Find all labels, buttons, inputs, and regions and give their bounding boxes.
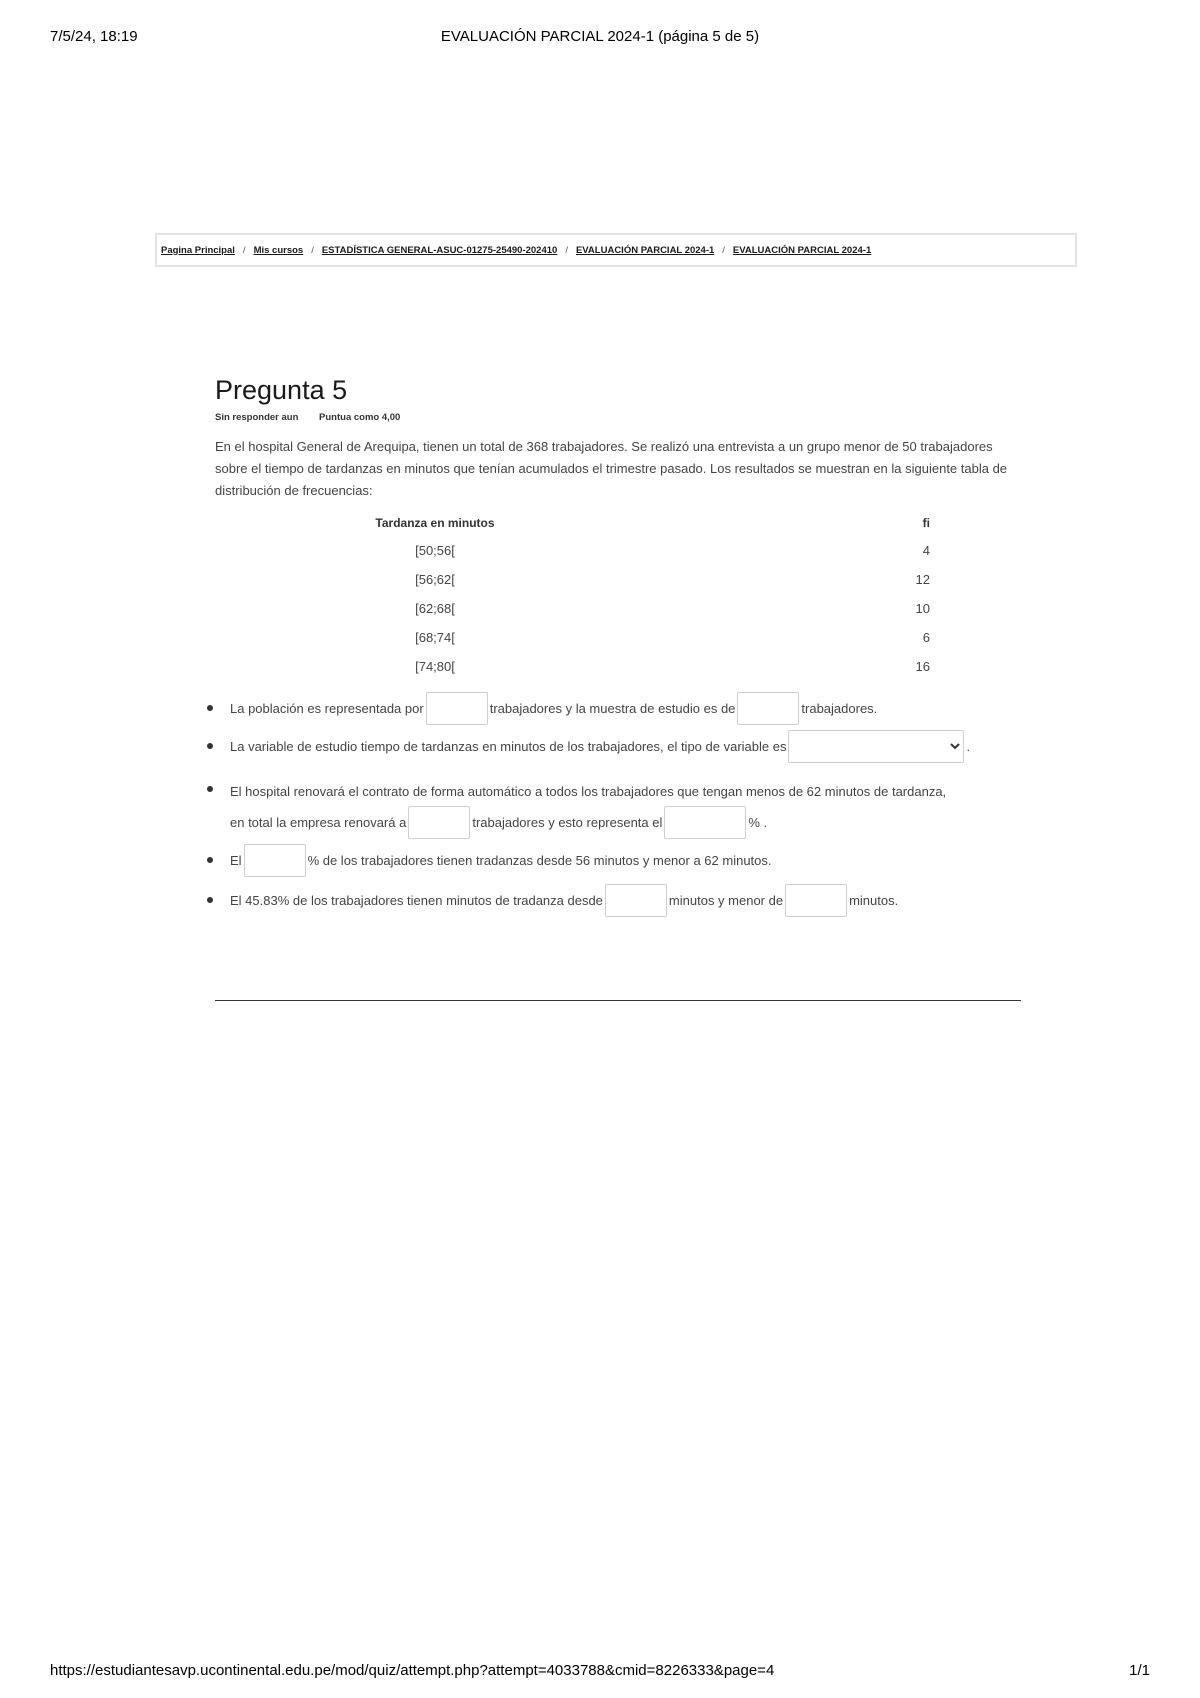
breadcrumb-separator: / <box>242 244 246 256</box>
breadcrumb-separator: / <box>311 244 314 256</box>
item-text: minutos y menor de <box>668 892 784 908</box>
item-text: trabajadores y la muestra de estudio es de <box>489 700 736 716</box>
breadcrumb-section-link[interactable]: EVALUACIÓN PARCIAL 2024-1 <box>575 244 715 256</box>
item-text: . <box>966 738 971 754</box>
print-title: EVALUACIÓN PARCIAL 2024-1 (página 5 de 5) <box>440 28 760 45</box>
list-item <box>205 777 1020 839</box>
list-item <box>205 843 1020 877</box>
breadcrumb-separator: / <box>565 244 568 256</box>
item-text: El hospital renovará el contrato de forma automático a todos los trabajadores que tengan menos de 62 minutos de tardanza, <box>230 783 947 799</box>
question-text: En el hospital General de Arequipa, tienen un total de 368 trabajadores. Se realizó una entrevista a un grupo menor de 50 trabajadores sobre el tiempo de tardanzas en minutos que tenían acumulados el trimestre pasado. Los resultados se muestran en la siguiente tabla de distribución de frecuencias: <box>215 439 1008 498</box>
item-text: minutos. <box>849 892 899 908</box>
percent-56-62-input[interactable] <box>244 844 306 877</box>
item-text: La variable de estudio tiempo de tardanzas en minutos de los trabajadores, el tipo de variable es <box>230 738 787 754</box>
variable-type-select[interactable] <box>788 730 964 763</box>
population-input[interactable] <box>426 692 488 725</box>
print-page-number: 1/1 <box>1129 1662 1150 1679</box>
breadcrumb-course-link[interactable]: ESTADÍSTICA GENERAL-ASUC-01275-25490-202410 <box>321 244 558 256</box>
table-cell-interval: [68;74[ <box>415 630 455 645</box>
frequency-table <box>370 510 950 681</box>
breadcrumb-quiz-link[interactable]: EVALUACIÓN PARCIAL 2024-1 <box>732 244 872 256</box>
table-cell-interval: [74;80[ <box>415 659 455 674</box>
table-row <box>370 652 950 681</box>
table-cell-interval: [56;62[ <box>415 572 455 587</box>
breadcrumb-separator: / <box>722 244 725 256</box>
table-header-fi: fi <box>922 516 930 530</box>
list-item <box>205 691 1020 725</box>
item-text: trabajadores y esto representa el <box>472 814 663 830</box>
breadcrumb-my-courses-link[interactable]: Mis cursos <box>253 244 304 256</box>
renewed-percent-input[interactable] <box>664 806 746 839</box>
table-cell-interval: [50;56[ <box>415 543 455 558</box>
table-header-row <box>370 510 950 536</box>
upper-bound-input[interactable] <box>785 884 847 917</box>
print-footer <box>50 1662 1150 1684</box>
print-url: https://estudiantesavp.ucontinental.edu.pe/mod/quiz/attempt.php?attempt=4033788&cmid=8226333&page=4 <box>50 1662 775 1679</box>
table-row <box>370 594 950 623</box>
list-item <box>205 883 1020 917</box>
question-block <box>215 372 1020 917</box>
table-header-interval: Tardanza en minutos <box>375 516 495 530</box>
lower-bound-input[interactable] <box>605 884 667 917</box>
breadcrumb <box>155 233 1077 267</box>
question-status: Sin responder aun <box>215 412 299 423</box>
item-text: % de los trabajadores tienen tradanzas desde 56 minutos y menor a 62 minutos. <box>307 852 772 868</box>
table-cell-fi: 10 <box>915 601 930 616</box>
question-score: Puntua como 4,00 <box>319 412 401 423</box>
breadcrumb-home-link[interactable]: Pagina Principal <box>161 244 235 256</box>
item-text: trabajadores. <box>801 700 878 716</box>
print-header <box>50 28 1150 50</box>
item-text: El <box>230 852 242 868</box>
item-text: en total la empresa renovará a <box>230 814 407 830</box>
table-row <box>370 623 950 652</box>
print-date: 7/5/24, 18:19 <box>50 28 138 45</box>
answer-items-list <box>205 691 1020 917</box>
list-item <box>205 729 1020 763</box>
table-row <box>370 565 950 594</box>
item-text: La población es representada por <box>230 700 424 716</box>
question-meta <box>215 412 1020 428</box>
renewed-workers-input[interactable] <box>408 806 470 839</box>
table-cell-interval: [62;68[ <box>415 601 455 616</box>
table-row <box>370 536 950 565</box>
table-cell-fi: 6 <box>922 630 930 645</box>
table-cell-fi: 16 <box>915 659 930 674</box>
item-text: El 45.83% de los trabajadores tienen minutos de tradanza desde <box>230 892 603 908</box>
section-divider <box>215 1000 1021 1001</box>
sample-input[interactable] <box>737 692 799 725</box>
table-cell-fi: 4 <box>922 543 930 558</box>
question-title: Pregunta 5 <box>215 375 348 405</box>
table-cell-fi: 12 <box>915 572 930 587</box>
item-text: % . <box>748 814 768 830</box>
